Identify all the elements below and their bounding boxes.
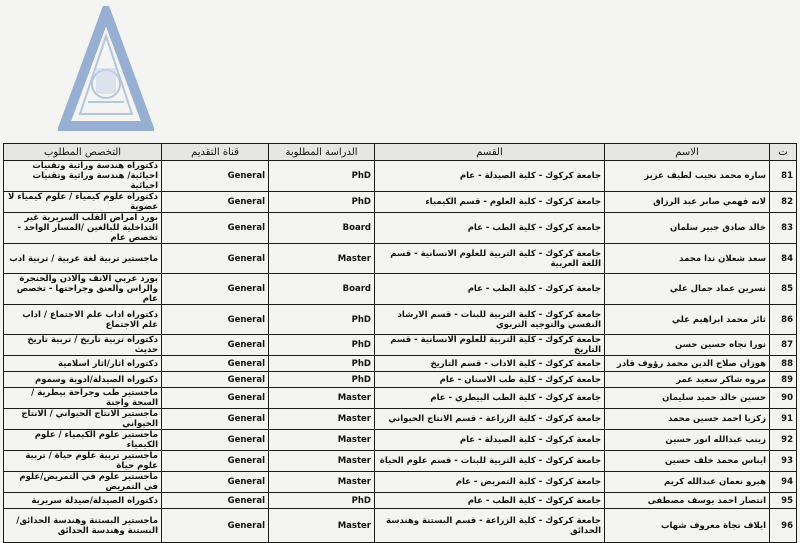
cell-spec: ماجستير علوم في التمريض/علوم في التمريض	[4, 472, 162, 493]
cell-name: نورا نجاه حسين حسن	[605, 335, 770, 356]
cell-dept: جامعة كركوك - كلية الصيدلة - عام	[375, 430, 605, 451]
table-row	[4, 493, 797, 509]
table-row	[4, 161, 797, 192]
cell-dept: جامعة كركوك - كلية التربية للعلوم الانسانية - قسم اللغة العربية	[375, 244, 605, 274]
cell-channel: General	[162, 305, 269, 335]
cell-dept: جامعة كركوك - كلية الزراعة - قسم الانتاج الحيواني	[375, 409, 605, 430]
cell-spec: ماجستير الانتاج الحيواني / الانتاج الحيواني	[4, 409, 162, 430]
cell-seq: 84	[770, 244, 797, 274]
cell-spec: ماجستير تربية علوم حياة / تربية علوم حياة	[4, 451, 162, 472]
cell-spec: ماجستير البستنة وهندسة الحدائق/البستنة وهندسة الحدائق	[4, 509, 162, 543]
cell-channel: General	[162, 213, 269, 244]
cell-channel: General	[162, 274, 269, 305]
cell-channel: General	[162, 161, 269, 192]
header-channel: قناة التقديم	[162, 144, 269, 161]
cell-channel: General	[162, 244, 269, 274]
header-seq: ت	[770, 144, 797, 161]
table-row	[4, 335, 797, 356]
cell-dept: جامعة كركوك - كلية الطب - عام	[375, 213, 605, 244]
cell-study: Master	[269, 430, 375, 451]
cell-dept: جامعة كركوك - كلية العلوم - قسم الكيمياء	[375, 192, 605, 213]
table-row	[4, 509, 797, 543]
cell-seq: 93	[770, 451, 797, 472]
cell-dept: جامعة كركوك - كلية التربية للعلوم الانسانية - قسم التاريخ	[375, 335, 605, 356]
university-seal-logo	[58, 6, 154, 138]
cell-channel: General	[162, 472, 269, 493]
cell-seq: 86	[770, 305, 797, 335]
cell-spec: دكتوراه الصيدلة/ادوية وسموم	[4, 372, 162, 388]
cell-seq: 83	[770, 213, 797, 244]
cell-channel: General	[162, 451, 269, 472]
table-row	[4, 244, 797, 274]
cell-study: PhD	[269, 192, 375, 213]
cell-seq: 95	[770, 493, 797, 509]
cell-dept: جامعة كركوك - كلية طب الاسنان - عام	[375, 372, 605, 388]
cell-spec: دكتوراه تربية تاريخ / تربية تاريخ حديث	[4, 335, 162, 356]
cell-channel: General	[162, 388, 269, 409]
cell-study: Master	[269, 244, 375, 274]
cell-seq: 88	[770, 356, 797, 372]
cell-seq: 94	[770, 472, 797, 493]
cell-study: Master	[269, 509, 375, 543]
cell-dept: جامعة كركوك - كلية الطب - عام	[375, 274, 605, 305]
cell-name: ايناس محمد خلف حسين	[605, 451, 770, 472]
cell-channel: General	[162, 356, 269, 372]
cell-seq: 87	[770, 335, 797, 356]
cell-dept: جامعة كركوك - كلية الطب البيطري - عام	[375, 388, 605, 409]
cell-study: Master	[269, 409, 375, 430]
cell-name: زينب عبدالله انور حسين	[605, 430, 770, 451]
cell-seq: 81	[770, 161, 797, 192]
header-dept: القسم	[375, 144, 605, 161]
cell-study: PhD	[269, 335, 375, 356]
table-row	[4, 372, 797, 388]
cell-channel: General	[162, 493, 269, 509]
cell-study: Master	[269, 472, 375, 493]
table-row	[4, 305, 797, 335]
cell-name: زكريا احمد حسين محمد	[605, 409, 770, 430]
cell-seq: 91	[770, 409, 797, 430]
cell-name: سعد شعلان ندا محمد	[605, 244, 770, 274]
cell-seq: 89	[770, 372, 797, 388]
table-row	[4, 274, 797, 305]
cell-seq: 85	[770, 274, 797, 305]
cell-study: PhD	[269, 493, 375, 509]
cell-channel: General	[162, 372, 269, 388]
table-row	[4, 356, 797, 372]
cell-study: Board	[269, 213, 375, 244]
cell-dept: جامعة كركوك - كلية الاداب - قسم التاريخ	[375, 356, 605, 372]
cell-name: ايلاف نجاة معروف شهاب	[605, 509, 770, 543]
cell-spec: دكتوراه هندسة وراثية وتقنيات احيائية/ هندسة وراثية وتقنيات احيائية	[4, 161, 162, 192]
cell-study: PhD	[269, 305, 375, 335]
cell-channel: General	[162, 430, 269, 451]
table-row	[4, 192, 797, 213]
cell-dept: جامعة كركوك - كلية التربية للبنات - قسم علوم الحياة	[375, 451, 605, 472]
cell-spec: ماجستير طب وجراحة بيطرية / السجة واجنة	[4, 388, 162, 409]
cell-seq: 92	[770, 430, 797, 451]
cell-channel: General	[162, 409, 269, 430]
cell-dept: جامعة كركوك - كلية التمريض - عام	[375, 472, 605, 493]
table-header-row	[4, 144, 797, 161]
cell-dept: جامعة كركوك - كلية الصيدلة - عام	[375, 161, 605, 192]
cell-channel: General	[162, 192, 269, 213]
cell-name: هيرو نعمان عبدالله كريم	[605, 472, 770, 493]
cell-spec: دكتوراه اثار/اثار اسلامية	[4, 356, 162, 372]
cell-spec: دكتوراه الصيدلة/صيدلة سريرية	[4, 493, 162, 509]
header-spec: التخصص المطلوب	[4, 144, 162, 161]
cell-name: خالد صادق جبير سلمان	[605, 213, 770, 244]
cell-spec: دكتوراه علوم كيمياء / علوم كيمياء لا عضوية	[4, 192, 162, 213]
cell-study: Master	[269, 388, 375, 409]
table-row	[4, 409, 797, 430]
cell-spec: دكتوراه اداب علم الاجتماع / اداب علم الاجتماع	[4, 305, 162, 335]
table-row	[4, 472, 797, 493]
cell-name: هوزان صلاح الدين محمد رؤوف قادر	[605, 356, 770, 372]
cell-spec: ماجستير تربية لغة عربية / تربية ادب	[4, 244, 162, 274]
table-row	[4, 213, 797, 244]
cell-dept: جامعة كركوك - كلية الطب - عام	[375, 493, 605, 509]
cell-dept: جامعة كركوك - كلية الزراعة - قسم البستنة وهندسة الحدائق	[375, 509, 605, 543]
applicants-sheet	[0, 143, 800, 536]
cell-study: Board	[269, 274, 375, 305]
cell-seq: 82	[770, 192, 797, 213]
cell-name: لانه فهمي صابر عبد الرزاق	[605, 192, 770, 213]
cell-name: ثائر محمد ابراهيم علي	[605, 305, 770, 335]
cell-name: حسين خالد حميد سليمان	[605, 388, 770, 409]
cell-study: PhD	[269, 372, 375, 388]
applicants-table	[3, 143, 797, 543]
table-row	[4, 451, 797, 472]
cell-spec: بورد امراض القلب السريرية غير التداخلية للبالغين /المسار الواحد - تخصص عام	[4, 213, 162, 244]
table-row	[4, 388, 797, 409]
cell-study: Master	[269, 451, 375, 472]
cell-study: PhD	[269, 356, 375, 372]
cell-name: انتصار احمد يوسف مصطفى	[605, 493, 770, 509]
cell-seq: 90	[770, 388, 797, 409]
cell-name: نسرين عماد جمال علي	[605, 274, 770, 305]
cell-spec: بورد عربي الانف والاذن والحنجرة والراس والعنق وجراحتها - تخصص عام	[4, 274, 162, 305]
header-name: الاسم	[605, 144, 770, 161]
cell-study: PhD	[269, 161, 375, 192]
cell-name: ساره محمد نجيب لطيف عزيز	[605, 161, 770, 192]
header-study: الدراسة المطلوبة	[269, 144, 375, 161]
cell-channel: General	[162, 335, 269, 356]
cell-dept: جامعة كركوك - كلية التربية للبنات - قسم الارشاد النفسي والتوجيه التربوي	[375, 305, 605, 335]
cell-seq: 96	[770, 509, 797, 543]
cell-channel: General	[162, 509, 269, 543]
cell-name: مروه شاكر سعيد عمر	[605, 372, 770, 388]
cell-spec: ماجستير علوم الكيمياء / علوم الكيمياء	[4, 430, 162, 451]
table-row	[4, 430, 797, 451]
